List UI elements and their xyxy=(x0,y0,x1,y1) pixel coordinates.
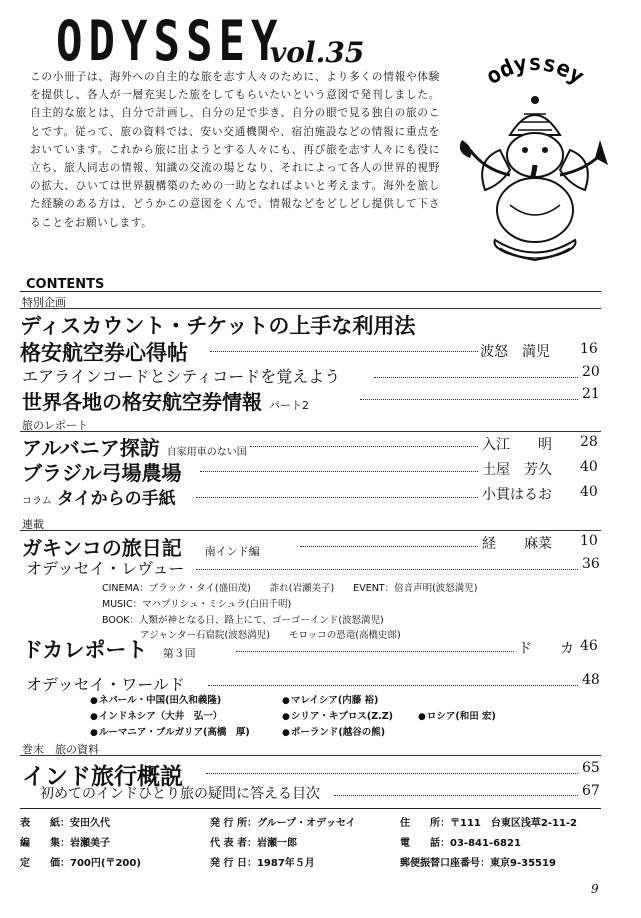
section-rule xyxy=(20,530,601,531)
world-item: ● シリア・キプロス(Z.Z) xyxy=(282,708,393,722)
colophon-cover-label: 表 紙： xyxy=(20,818,70,829)
author-dokareport: ド カ xyxy=(518,641,574,657)
colophon-postal xyxy=(400,854,556,869)
contents-heading: CONTENTS xyxy=(26,277,105,292)
entry-india: インド旅行概説 xyxy=(22,764,183,790)
colophon-date-value: 1987年５月 xyxy=(256,858,315,869)
colophon-cover-value: 安田久代 xyxy=(70,818,110,829)
colophon-date xyxy=(210,854,315,869)
page-thai: 40 xyxy=(580,484,598,500)
entry-dokareport-title: ドカレポート xyxy=(22,638,148,662)
colophon-address-value: 〒111 台東区浅草2-11-2 xyxy=(450,818,578,829)
contents-rule xyxy=(20,291,601,292)
entry-kakuyasu: 格安航空券心得帖 xyxy=(20,341,188,365)
page-albania: 28 xyxy=(580,434,598,450)
author-thai: 小貫はるお xyxy=(482,487,552,503)
entry-worldseries: オデッセイ・ワールド xyxy=(26,675,185,694)
leader-dots xyxy=(208,685,578,686)
volume-number: vol.35 xyxy=(270,36,365,69)
entry-airline: エアラインコードとシティコードを覚えよう xyxy=(22,367,341,386)
world-item: ● ポーランド(越谷の熊) xyxy=(282,724,385,738)
entry-dokareport-tag: 第３回 xyxy=(162,647,196,660)
entry-albania-tag: 自家用車のない国 xyxy=(166,447,247,458)
world-item: ● ルーマニア・ブルガリア(高橋 厚) xyxy=(90,724,250,738)
review-item: アジャンター石窟院(波怒満児) モロッコの恐竜(高橋史郎) xyxy=(140,630,401,641)
review-item: BOOK：人類が神となる日、路上にて、ゴーゴーインド(波怒満児) xyxy=(102,615,384,626)
entry-thai-prefix: コラム xyxy=(22,496,52,507)
leader-dots xyxy=(210,351,478,352)
leader-dots xyxy=(196,497,478,498)
section-rule xyxy=(20,755,601,756)
author-brazil: 土屋 芳久 xyxy=(482,462,552,478)
world-item: ● ロシア(和田 宏) xyxy=(418,708,496,722)
section-appendix: 巻末 旅の資料 xyxy=(22,743,99,756)
leader-dots xyxy=(250,446,478,447)
leader-dots xyxy=(196,569,578,570)
entry-indiasub: 初めてのインドひとり旅の疑問に答える目次 xyxy=(40,786,320,802)
colophon-address xyxy=(400,814,577,829)
page-airline: 20 xyxy=(582,364,600,380)
entry-thai-title: タイからの手紙 xyxy=(57,489,176,509)
section-special: 特別企画 xyxy=(22,296,66,309)
author-kakuyasu: 波怒 満児 xyxy=(480,344,550,360)
entry-dokareport xyxy=(22,634,196,664)
world-item: ● マレイシア(内藤 裕) xyxy=(282,692,378,706)
page-number: 9 xyxy=(591,882,599,896)
colophon-postal-label: 郵便振替口座番号： xyxy=(400,858,490,869)
colophon-postal-value: 東京9-35519 xyxy=(490,858,556,869)
entry-brazil: ブラジル弓場農場 xyxy=(22,461,182,485)
entry-gakinko-tag: 南インド編 xyxy=(204,545,260,558)
leader-dots xyxy=(300,546,478,547)
colophon-rep-value: 岩瀬一郎 xyxy=(256,838,297,849)
leader-dots xyxy=(236,651,514,652)
colophon-phone xyxy=(400,834,521,849)
leader-dots xyxy=(334,795,578,796)
leader-dots xyxy=(360,399,578,400)
colophon-price xyxy=(20,854,141,869)
section-rule xyxy=(20,308,601,309)
page-dokareport: 46 xyxy=(580,638,598,654)
colophon-publisher-label: 発 行 所： xyxy=(210,818,257,829)
colophon-phone-label: 電 話： xyxy=(400,838,450,849)
page-worldseries: 48 xyxy=(582,672,600,688)
author-gakinko: 経 麻菜 xyxy=(482,536,552,552)
page-gakinko: 10 xyxy=(580,533,598,549)
page-india: 65 xyxy=(582,760,600,776)
colophon-edit xyxy=(20,834,110,849)
colophon-address-label: 住 所： xyxy=(400,818,450,829)
colophon-rep-label: 代 表 者： xyxy=(210,838,257,849)
page-kakuyasu: 16 xyxy=(580,341,598,357)
colophon-date-label: 発 行 日： xyxy=(210,858,257,869)
colophon-edit-label: 編 集： xyxy=(20,838,70,849)
colophon-edit-value: 岩瀬美子 xyxy=(70,838,110,849)
logo-text: odyssey xyxy=(481,51,589,91)
colophon-rep xyxy=(210,834,297,849)
colophon-publisher xyxy=(210,814,356,829)
page-brazil: 40 xyxy=(580,459,598,475)
world-item: ● インドネシア（大井 弘一） xyxy=(90,708,222,722)
intro-paragraph: この小冊子は、海外への自主的な旅を志す人々のために、より多くの情報や体験を提供し、各人が一層充実した旅をしてもらいたいという意図で発刊しました。自主的な旅とは、自分で計画し、自分の足で歩き、自分の眼で見る独自の旅のことです。従って、旅の資料では、安い交通機関や、宿泊施設などの情報に重点をおいています。これから旅に出ようとする人々にも、再び旅を志す人々にも役に立ち、旅人同志の情報、知識の交流の場となり、それによって各人の世界的視野の拡大、ひいては世界観構築のための一助となればよいと考えます。海外を旅した経験のある方は、どうかこの意図をくんで、情報などをどしどし提供して下さることをお願いします。 xyxy=(30,71,440,229)
leader-dots xyxy=(200,471,478,472)
author-albania: 入江 明 xyxy=(482,437,552,453)
entry-world-tag: パート2 xyxy=(268,399,309,412)
page-world: 21 xyxy=(582,386,600,402)
page-review: 36 xyxy=(582,556,600,572)
entry-discount: ディスカウント・チケットの上手な利用法 xyxy=(20,314,416,338)
colophon-rule xyxy=(20,808,601,809)
entry-world xyxy=(22,386,309,415)
review-item: CINEMA：ブラック・タイ(盛田茂) 詐れ(岩瀬美子) EVENT：倍音声明(波怒満児) xyxy=(102,583,478,594)
colophon-publisher-value: グループ・オデッセイ xyxy=(256,818,356,829)
colophon-price-label: 定 価： xyxy=(20,858,70,869)
magazine-title: ODYSSEY xyxy=(56,10,284,74)
logo-arc-text xyxy=(482,51,588,90)
colophon-price-value: 700円(〒200) xyxy=(70,858,141,869)
colophon-cover xyxy=(20,814,110,829)
leader-dots xyxy=(206,773,578,774)
colophon-phone-value: 03-841-6821 xyxy=(450,838,521,849)
entry-albania-title: アルバニア探訪 xyxy=(22,436,160,460)
entry-review: オデッセイ・レヴュー xyxy=(26,559,185,578)
section-travel: 旅のレポート xyxy=(22,419,88,432)
entry-world-title: 世界各地の格安航空券情報 xyxy=(22,390,262,414)
page-indiasub: 67 xyxy=(582,783,600,799)
entry-thai xyxy=(22,484,176,509)
section-serial: 連載 xyxy=(22,518,44,531)
world-item: ● ネパール・中国(田久和義隆) xyxy=(90,692,221,706)
ganesha-logo xyxy=(440,40,630,270)
entry-gakinko-title: ガキンコの旅日記 xyxy=(22,536,182,560)
leader-dots xyxy=(374,377,578,378)
review-item: MUSIC：マハプリシュ・ミシュラ(白田千明) xyxy=(102,599,292,610)
